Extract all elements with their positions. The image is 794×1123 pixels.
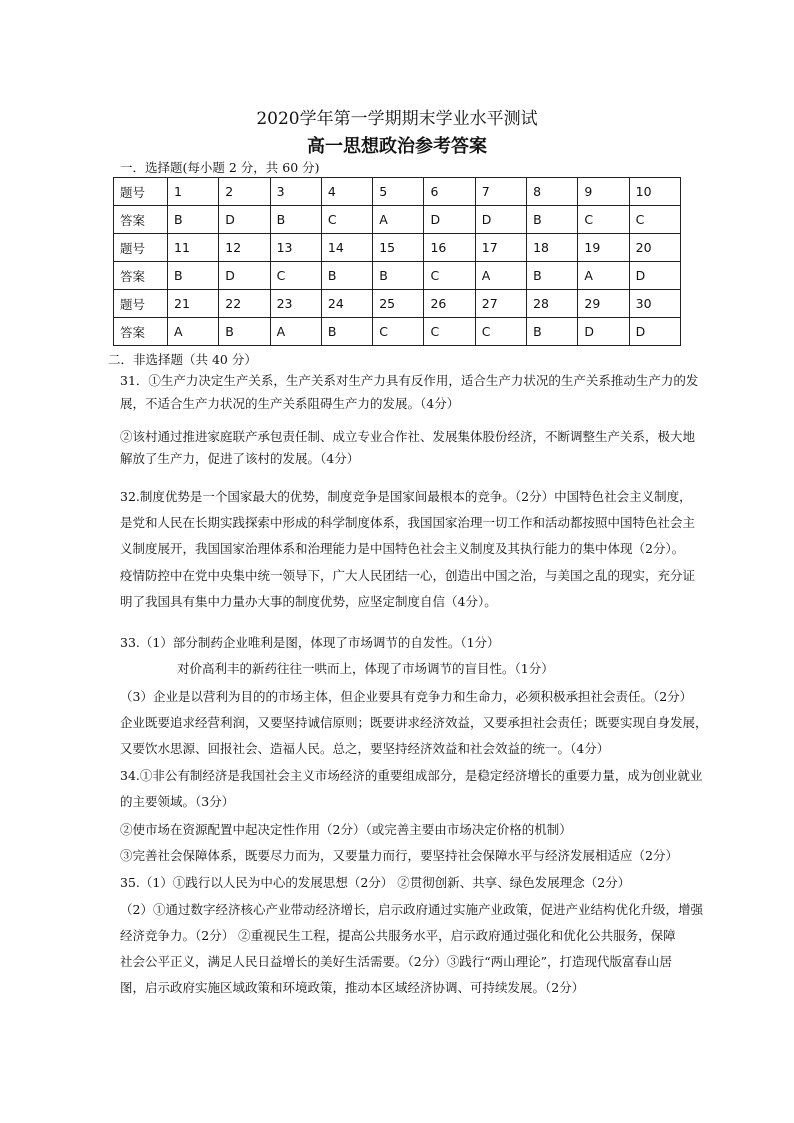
table-cell: 28	[527, 290, 578, 318]
table-cell: 21	[168, 290, 219, 318]
row-label: 答案	[114, 206, 168, 234]
row-label: 答案	[114, 262, 168, 290]
table-cell: 14	[321, 234, 372, 262]
table-cell: D	[219, 262, 270, 290]
table-cell: C	[578, 206, 629, 234]
q31-line-3: ②该村通过推进家庭联产承包责任制、成立专业合作社、发展集体股份经济，不断调整生产关系，极大地	[120, 429, 696, 444]
table-cell: 20	[629, 234, 680, 262]
q34-line-4: ③完善社会保障体系，既要尽力而为，又要量力而行，要坚持社会保障水平与经济发展相适应（2分）	[120, 848, 678, 863]
table-cell: 7	[475, 178, 526, 206]
row-label: 答案	[114, 318, 168, 346]
table-cell: D	[475, 206, 526, 234]
table-cell: 10	[629, 178, 680, 206]
table-cell: 15	[373, 234, 424, 262]
table-cell: D	[629, 262, 680, 290]
table-cell: C	[373, 318, 424, 346]
table-cell: 22	[219, 290, 270, 318]
table-cell: 17	[475, 234, 526, 262]
table-row	[114, 262, 681, 290]
table-cell: 2	[219, 178, 270, 206]
q34-line-1: 34.①非公有制经济是我国社会主义市场经济的重要组成部分，是稳定经济增长的重要力量，成为创业就业	[120, 768, 703, 783]
q31-line-2: 展，不适合生产力状况的生产关系阻碍生产力的发展。（4分）	[120, 396, 460, 411]
table-cell: 1	[168, 178, 219, 206]
q33-line-5: 又要饮水思源、回报社会、造福人民。总之，要坚持经济效益和社会效益的统一。（4分）	[120, 741, 610, 756]
q32-line-2: 是党和人民在长期实践探索中形成的科学制度体系，我国国家治理一切工作和活动都按照中国特色社会主	[120, 515, 696, 530]
table-cell: D	[629, 318, 680, 346]
page-subtitle: 高一思想政治参考答案	[307, 136, 487, 157]
table-cell: D	[578, 318, 629, 346]
q33-line-4: 企业既要追求经营利润，又要坚持诚信原则；既要讲求经济效益，又要承担社会责任；既要实现自身发展，	[120, 715, 708, 730]
table-cell: B	[527, 318, 578, 346]
q31-line-1: 31．①生产力决定生产关系，生产关系对生产力具有反作用，适合生产力状况的生产关系推动生产力的发	[120, 373, 699, 388]
page-title: 2020学年第一学期期末学业水平测试	[256, 109, 538, 129]
q34-line-3: ②使市场在资源配置中起决定性作用（2分）（或完善主要由市场决定价格的机制）	[120, 822, 572, 837]
q35-line-3: 经济竞争力。（2分） ②重视民生工程，提高公共服务水平，启示政府通过强化和优化公共服务，保障	[120, 928, 676, 943]
row-label: 题号	[114, 178, 168, 206]
table-cell: B	[321, 318, 372, 346]
table-cell: C	[270, 262, 321, 290]
table-cell: 25	[373, 290, 424, 318]
table-cell: B	[219, 318, 270, 346]
table-cell: A	[168, 318, 219, 346]
table-row	[114, 234, 681, 262]
table-cell: D	[424, 206, 475, 234]
table-cell: C	[321, 206, 372, 234]
table-row	[114, 290, 681, 318]
q32-line-5: 明了我国具有集中力量办大事的制度优势，应坚定制度自信（4分）。	[120, 594, 497, 609]
table-cell: D	[219, 206, 270, 234]
q32-line-3: 义制度展开，我国国家治理体系和治理能力是中国特色社会主义制度及其执行能力的集中体现（2分）。	[120, 541, 685, 556]
table-cell: C	[629, 206, 680, 234]
table-cell: B	[373, 262, 424, 290]
table-cell: A	[270, 318, 321, 346]
table-cell: 9	[578, 178, 629, 206]
table-cell: C	[424, 262, 475, 290]
table-row	[114, 178, 681, 206]
table-row	[114, 318, 681, 346]
table-cell: 3	[270, 178, 321, 206]
table-cell: C	[424, 318, 475, 346]
table-cell: 5	[373, 178, 424, 206]
row-label: 题号	[114, 290, 168, 318]
q35-line-4: 社会公平正义，满足人民日益增长的美好生活需要。（2分）③践行“两山理论”，打造现代版富春山居	[120, 954, 672, 969]
q32-line-1: 32.制度优势是一个国家最大的优势，制度竞争是国家间最根本的竞争。（2分）中国特色社会主义制度，	[120, 489, 692, 504]
q32-line-4: 疫情防控中在党中央集中统一领导下，广大人民团结一心，创造出中国之治，与美国之乱的现实，充分证	[120, 568, 696, 583]
table-cell: B	[168, 206, 219, 234]
q33-line-1: 33.（1）部分制药企业唯利是图，体现了市场调节的自发性。（1分）	[120, 635, 500, 650]
table-cell: B	[321, 262, 372, 290]
answer-table	[113, 177, 681, 346]
table-cell: 16	[424, 234, 475, 262]
table-cell: B	[168, 262, 219, 290]
q35-line-1: 35.（1）①践行以人民为中心的发展思想（2分） ②贯彻创新、共享、绿色发展理念（2分）	[120, 875, 631, 890]
q33-line-2: 对价高利丰的新药往往一哄而上，体现了市场调节的盲目性。（1分）	[177, 661, 554, 676]
section2-heading: 二．非选择题（共 40 分）	[108, 352, 257, 367]
table-cell: 30	[629, 290, 680, 318]
table-row	[114, 206, 681, 234]
q33-line-3: （3）企业是以营利为目的的市场主体，但企业要具有竞争力和生命力，必须积极承担社会责任。（2分）	[120, 689, 693, 704]
table-cell: 29	[578, 290, 629, 318]
table-cell: 6	[424, 178, 475, 206]
q31-line-4: 解放了生产力，促进了该村的发展。（4分）	[120, 451, 360, 466]
table-cell: 23	[270, 290, 321, 318]
row-label: 题号	[114, 234, 168, 262]
section1-heading: 一．选择题(每小题 2 分，共 60 分)	[120, 160, 320, 175]
table-cell: B	[270, 206, 321, 234]
table-cell: B	[527, 262, 578, 290]
table-cell: 11	[168, 234, 219, 262]
table-cell: A	[578, 262, 629, 290]
table-cell: A	[475, 262, 526, 290]
table-cell: 13	[270, 234, 321, 262]
table-cell: A	[373, 206, 424, 234]
q35-line-2: （2）①通过数字经济核心产业带动经济增长，启示政府通过实施产业政策，促进产业结构优化升级，增强	[120, 902, 703, 917]
q34-line-2: 的主要领域。（3分）	[120, 794, 235, 809]
table-cell: 4	[321, 178, 372, 206]
table-cell: 27	[475, 290, 526, 318]
table-cell: B	[527, 206, 578, 234]
table-cell: 19	[578, 234, 629, 262]
q35-line-5: 图，启示政府实施区域政策和环境政策，推动本区域经济协调、可持续发展。（2分）	[120, 980, 585, 995]
table-cell: 26	[424, 290, 475, 318]
table-cell: 24	[321, 290, 372, 318]
table-cell: 18	[527, 234, 578, 262]
table-cell: 12	[219, 234, 270, 262]
table-cell: 8	[527, 178, 578, 206]
table-cell: C	[475, 318, 526, 346]
